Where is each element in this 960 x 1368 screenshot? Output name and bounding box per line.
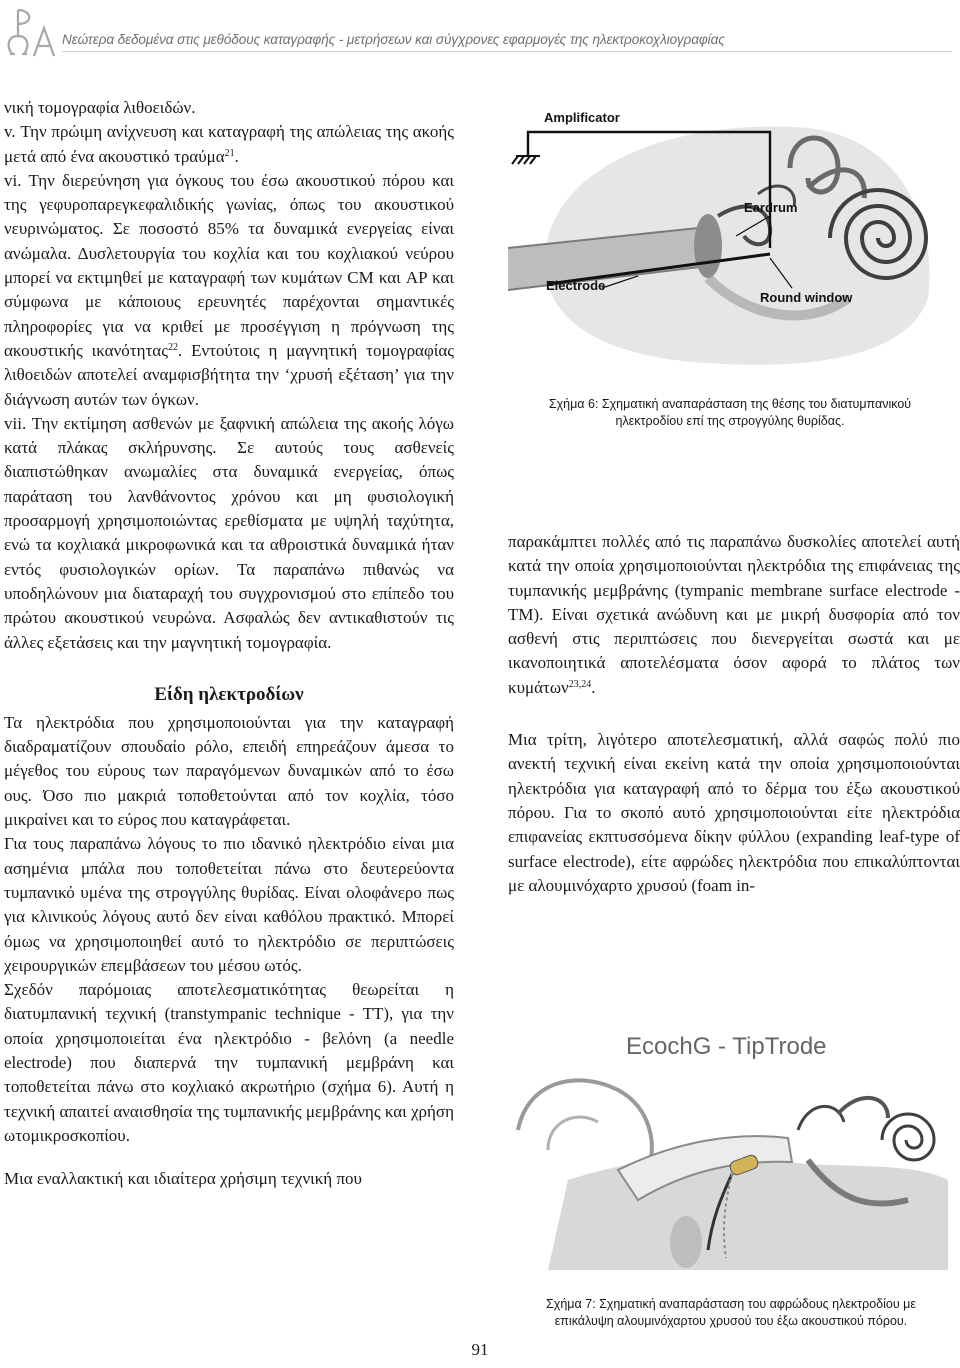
paragraph: Μια τρίτη, λιγότερο αποτελεσματική, αλλά σαφώς πολύ πιο ανεκτή τεχνική είναι εκείνη κατά την οποία χρησιμοποιούνται ηλεκτρόδια για καταγραφή από το δέρμα του έξω ακουστικού πόρου. Για το σκοπό αυτό χρησιμοποιούνται είτε ηλεκτρόδια επιφανείας εκπτυσσόμενα δίκην φύλλου (expanding leaf-type of surface electrode), είτε αφρώδες ηλεκτρόδια που επικαλύπτονται με αλουμινόχαρτο χρυσού (foam in- [508, 730, 960, 895]
paragraph: παρακάμπτει πολλές από τις παραπάνω δυσκολίες αποτελεί αυτή κατά την οποία χρησιμοποιούνται ηλεκτρόδια της επιφάνειας της τυμπανικής μεμβράνης (tympanic membrane surface electrode - TM). Είναι σχετικά ανώδυνη και με μικρή δυσφορία από τον ασθενή στις περιπτώσεις που διενεργείται σωστά και με ικανοποιητικά αποτελέσματα όσον αφορά το πλάτος των κυμάτων$^{23,24}$. [508, 532, 960, 697]
section-heading: Είδη ηλεκτροδίων [154, 683, 304, 705]
label-amplificator: Amplificator [544, 110, 620, 125]
figure-7-caption: Σχήμα 7: Σχηματική αναπαράσταση του αφρώδους ηλεκτροδίου με επικάλυψη αλουμινόχαρτου χρυσού του έξω ακουστικού πόρου. [546, 1297, 916, 1328]
label-eardrum: Eardrum [744, 200, 798, 215]
page-number: 91 [471, 1340, 489, 1359]
paragraph: Για τους παραπάνω λόγους το πιο ιδανικό ηλεκτρόδιο είναι μια ασημένια μπάλα που τοποθετείται πάνω στο δευτερεύοντα τυμπανικό υμένα της στρογγύλης θυρίδας. Είναι ολοφάνερο πως για κλινικούς λόγους αυτό δεν είναι καθόλου πρακτικό. Μπορεί όμως να χρησιμοποιηθεί αυτό το ηλεκτρόδιο σε περιπτώσεις χειρουργικών επεμβάσεων του μέσου ωτός. [4, 834, 454, 975]
paragraph: Σχεδόν παρόμοιας αποτελεσματικότητας θεωρείται η διατυμπανική τεχνική (transtympanic technique - TT), για την οποία χρησιμοποιείται ένα ηλεκτρόδιο - βελόνη (a needle electrode) που διαπερνά την τυμπανική μεμβράνη και τοποθετείται πάνω στο κοχλιακό ακρωτήριο (σχήμα 6). Αυτή η τεχνική απαιτεί αναισθησία της τυμπανικής μεμβράνης και χρήση ωτομικροσκοπίου. [4, 980, 454, 1145]
label-electrode: Electrode [546, 278, 606, 293]
reference-superscript: 23,24 [568, 678, 592, 690]
paragraph: Μια εναλλακτική και ιδιαίτερα χρήσιμη τεχνική που [4, 1169, 362, 1189]
running-title: Νεώτερα δεδομένα στις μεθόδους καταγραφής - μετρήσεων και σύγχρονες εφαρμογές της ηλεκτροκοχλιογραφίας [62, 32, 952, 52]
right-column [508, 530, 960, 898]
reference-superscript: 22 [167, 341, 178, 353]
left-column [4, 96, 454, 1191]
reference-superscript: 21 [224, 147, 235, 159]
label-round-window: Round window [760, 290, 853, 305]
journal-logo [4, 6, 58, 60]
figure-7-ear-diagram [508, 1010, 960, 1278]
page-header [0, 0, 960, 60]
paragraph: νική τομογραφία λιθοειδών. [4, 98, 196, 117]
paragraph: vii. Την εκτίμηση ασθενών με ξαφνική απώλεια της ακοής λόγω κατά πλάκας σκλήρυνσης. Σε αυτούς τους ασθενείς διαπιστώθηκαν ανωμαλίες στα δυναμικά ενεργείας, όπως παράταση του λανθάνοντος χρόνου και μη φυσιολογική προσαρμογή χρησιμοποιώντας ερεθίσματα με υψηλή ταχύτητα, ενώ τα κοχλιακά μικροφωνικά και τα αθροιστικά δυναμικά ήταν εντός φυσιολογικών ορίων. Τα παραπάνω πιθανώς να υποδηλώνουν μια διαταραχή του συγχρονισμού στο επίπεδο του πρώτου ακουστικού νευρώνα. Ασφαλώς δεν αντικαθιστούν τις άλλες εξετάσεις και την μαγνητική τομογραφία. [4, 413, 454, 652]
paragraph: v. Την πρώιμη ανίχνευση και καταγραφή της απώλειας της ακοής μετά από ένα ακουστικό τραύμα$^{21}$. [4, 122, 454, 166]
figure-7-title: EcochG - TipTrode [626, 1033, 827, 1060]
figure-6-ear-diagram [508, 98, 944, 370]
paragraph: Τα ηλεκτρόδια που χρησιμοποιούνται για την καταγραφή διαδραματίζουν σπουδαίο ρόλο, επειδή επηρεάζουν άμεσα το μέγεθος του εύρους των παραγόμενων δυναμικών από το έσω ους. Όσο πιο μακριά τοποθετούνται από τον κοχλία, τόσο μικραίνει και το εύρος που καταγράφεται. [4, 712, 454, 830]
figure-6-caption: Σχήμα 6: Σχηματική αναπαράσταση της θέσης του διατυμπανικού ηλεκτροδίου επί της στρογγύλης θυρίδας. [548, 397, 912, 428]
paragraph: vi. Την διερεύνηση για όγκους του έσω ακουστικού πόρου και της γεφυροπαρεγκεφαλιδικής γωνίας, όπως του ακουστικού νευρινώματος. Σε ποσοστό 85% τα δυναμικά ενεργείας είναι ανώμαλα. Δυσλετουργία του κοχλία και του κοχλιακού νεύρου μπορεί να εκτιμηθεί με καταγραφή των κυμάτων CM και AP και σύμφωνα με κάποιους ερευνητές παρέχονται σημαντικές πληροφορίες για να κριθεί με προσέγγιση η πρόγνωση της ακουστικής ικανότητας$^{22}$. Εντούτοις η μαγνητική τομογραφίας λιθοειδών αποτελεί αναμφισβήτητα την ‘χρυσή εξέταση’ για την διάγνωση αυτών των όγκων. [4, 170, 454, 409]
